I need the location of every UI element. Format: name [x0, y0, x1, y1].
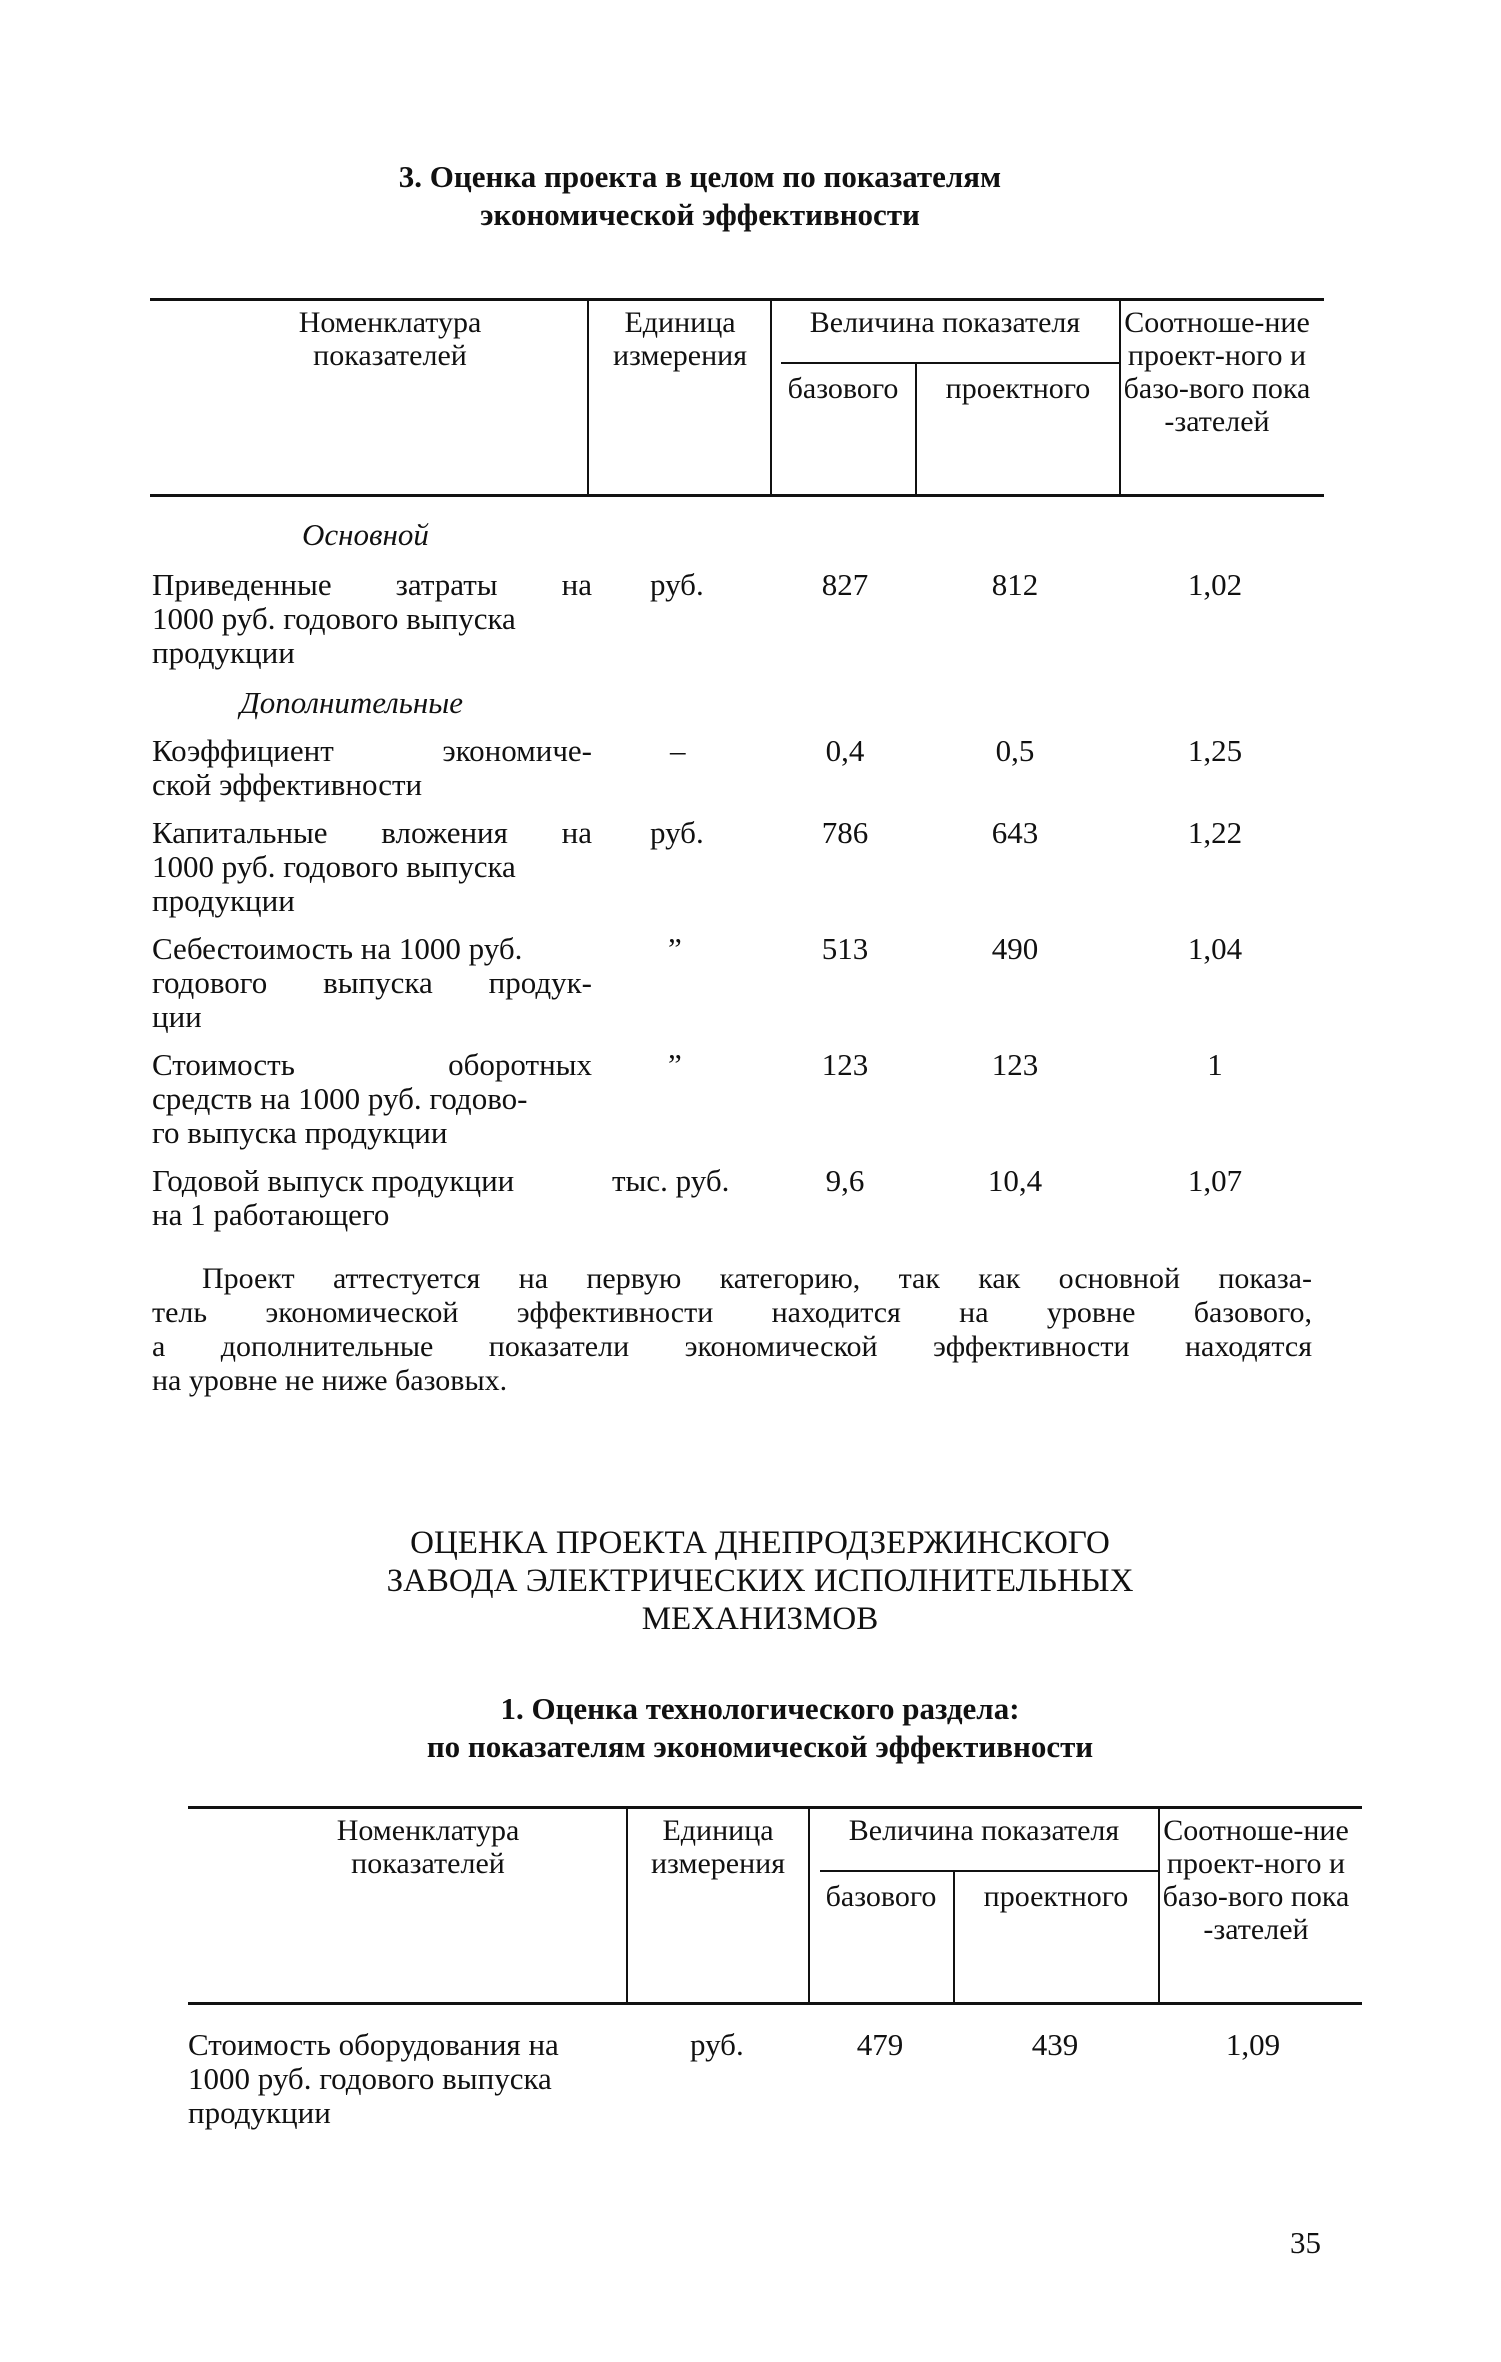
table1-row-base: 9,6 [825, 1163, 865, 1198]
section3-title-line2: экономической эффективности [480, 197, 920, 232]
table2-vline [953, 1871, 955, 2003]
table1-row-name: Приведенные затраты на 1000 руб. годового выпуска продукции [152, 567, 592, 670]
table1-row-name: Коэффициент экономиче- ской эффективности [152, 733, 592, 802]
table1-vline [915, 363, 917, 495]
table1-vline [1119, 300, 1121, 495]
table1-row-name: Стоимость оборотных средств на 1000 руб. годово- го выпуска продукции [152, 1047, 592, 1150]
table1-row-ratio: 1,22 [1187, 815, 1243, 850]
table2-header-magnitude: Величина показателя [848, 1814, 1120, 1847]
table1-header-bottom-rule [150, 494, 1324, 497]
table1-magnitude-rule [781, 362, 1121, 364]
table2-vline [808, 1808, 810, 2003]
factory-section-title: ОЦЕНКА ПРОЕКТА ДНЕПРОДЗЕРЖИНСКОГО ЗАВОДА ЭЛЕКТРИЧЕСКИХ ИСПОЛНИТЕЛЬНЫХ МЕХАНИЗМОВ [386, 1525, 1134, 1637]
table1-group-main: Основной [302, 517, 429, 552]
table1-row-unit: тыс. руб. [612, 1163, 730, 1198]
page-number: 35 [1290, 2225, 1321, 2260]
table1-row-ratio: 1,25 [1187, 733, 1243, 768]
table2-magnitude-rule [820, 1870, 1160, 1872]
table1-row-name: Себестоимость на 1000 руб. годового выпуска продук- ции [152, 931, 592, 1034]
table1-row-project: 123 [991, 1047, 1039, 1082]
table1-row-base: 827 [821, 567, 869, 602]
table2-header-bottom-rule [188, 2002, 1362, 2005]
table1-row-unit: ” [668, 1047, 682, 1082]
table1-row-project: 10,4 [987, 1163, 1043, 1198]
table2-header-project: проектного [983, 1880, 1129, 1913]
table2-top-rule [188, 1806, 1362, 1809]
table1-row-unit: – [670, 733, 686, 768]
table1-top-rule [150, 298, 1324, 301]
conclusion-paragraph: Проект аттестуется на первую категорию, так как основной показа- тель экономической эффективности находится на уровне базового, а дополнительные показатели экономической эффективности находятся на уровне не ниже базовых. [152, 1262, 1312, 1397]
table1-header-magnitude: Величина показателя [809, 306, 1081, 339]
section3-title-line1: 3. Оценка проекта в целом по показателям [398, 159, 1002, 194]
table1-row-unit: ” [668, 931, 682, 966]
table2-row-name: Стоимость оборудования на 1000 руб. годового выпуска продукции [188, 2027, 559, 2130]
table1-row-unit: руб. [650, 567, 704, 602]
section1-title: 1. Оценка технологического раздела: по показателям экономической эффективности [426, 1691, 1094, 1764]
table2-row-project: 439 [1031, 2027, 1079, 2062]
table1-header-project: проектного [945, 372, 1091, 405]
table1-row-name: Капитальные вложения на 1000 руб. годового выпуска продукции [152, 815, 592, 918]
table1-row-project: 0,5 [995, 733, 1035, 768]
table1-row-project: 812 [991, 567, 1039, 602]
table1-row-ratio: 1,02 [1187, 567, 1243, 602]
table1-header-unit: Единица измерения [612, 306, 747, 372]
table1-header-base: базового [787, 372, 899, 405]
table1-group-extra: Дополнительные [240, 685, 463, 720]
table1-row-name: Годовой выпуск продукции на 1 работающего [152, 1163, 515, 1232]
table1-row-project: 490 [991, 931, 1039, 966]
table1-header-ratio: Соотноше-ние проект-ного и базо-вого пока-зателей [1123, 306, 1311, 438]
table1-row-project: 643 [991, 815, 1039, 850]
table1-row-base: 786 [821, 815, 869, 850]
table1-header-nomenclature: Номенклатура показателей [298, 306, 482, 372]
table1-row-unit: руб. [650, 815, 704, 850]
table2-vline [1158, 1808, 1160, 2003]
table1-row-ratio: 1 [1207, 1047, 1223, 1082]
table2-row-base: 479 [856, 2027, 904, 2062]
table2-header-base: базового [825, 1880, 937, 1913]
table1-row-ratio: 1,07 [1187, 1163, 1243, 1198]
table2-row-ratio: 1,09 [1225, 2027, 1281, 2062]
table1-row-ratio: 1,04 [1187, 931, 1243, 966]
table2-header-ratio: Соотноше-ние проект-ного и базо-вого пока-зателей [1162, 1814, 1350, 1946]
table1-row-base: 123 [821, 1047, 869, 1082]
table1-row-base: 0,4 [825, 733, 865, 768]
table2-vline [626, 1808, 628, 2003]
table2-row-unit: руб. [690, 2027, 744, 2062]
table1-row-base: 513 [821, 931, 869, 966]
table2-header-unit: Единица измерения [650, 1814, 785, 1880]
table2-header-nomenclature: Номенклатура показателей [336, 1814, 520, 1880]
